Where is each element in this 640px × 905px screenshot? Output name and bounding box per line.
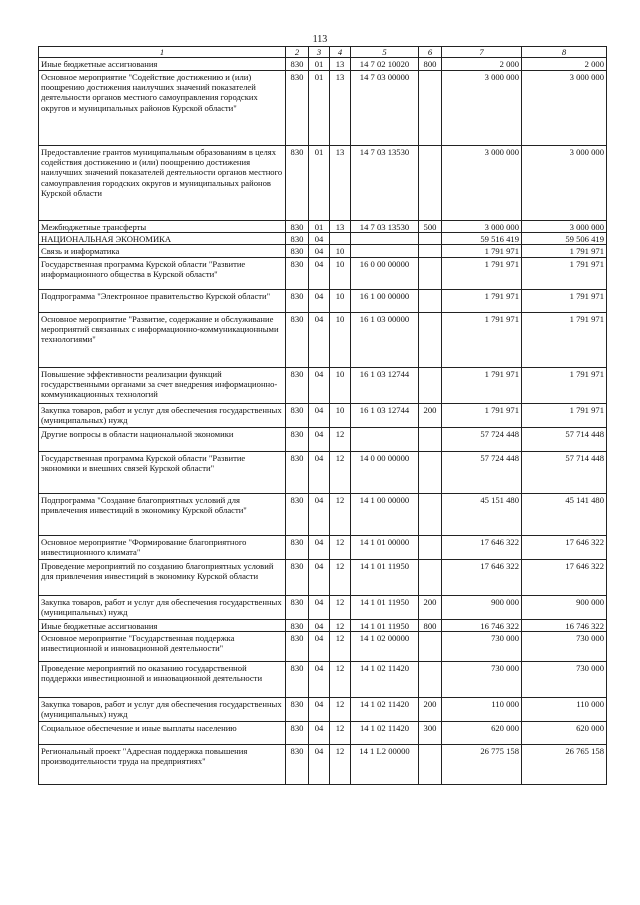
table-row: [39, 559, 607, 595]
row-c8-cell: 57 714 448: [522, 427, 607, 451]
row-c3-cell: 04: [309, 312, 330, 367]
row-c3-cell: 04: [309, 403, 330, 427]
row-c3-cell: 04: [309, 559, 330, 595]
row-c2-cell: 830: [286, 697, 309, 721]
row-c4-cell: [330, 232, 351, 244]
header-cell: 6: [419, 47, 442, 58]
row-c6-cell: [419, 70, 442, 145]
row-c5-cell: [351, 427, 419, 451]
row-c8-cell: 17 646 322: [522, 535, 607, 559]
row-c7-cell: 1 791 971: [442, 367, 522, 403]
row-c3-cell: 04: [309, 232, 330, 244]
row-c2-cell: 830: [286, 619, 309, 631]
row-c4-cell: 12: [330, 631, 351, 661]
row-c6-cell: [419, 661, 442, 697]
row-c8-cell: 1 791 971: [522, 245, 607, 257]
row-c5-cell: [351, 245, 419, 257]
table-row: [39, 661, 607, 697]
table-row: [39, 289, 607, 312]
table-row: [39, 535, 607, 559]
row-c7-cell: 59 516 419: [442, 232, 522, 244]
row-c2-cell: 830: [286, 631, 309, 661]
row-c2-cell: 830: [286, 451, 309, 493]
row-c4-cell: 12: [330, 451, 351, 493]
row-c3-cell: 04: [309, 619, 330, 631]
row-c2-cell: 830: [286, 427, 309, 451]
row-name-cell: Основное мероприятие "Формирование благоприятного инвестиционного климата": [39, 535, 286, 559]
row-c6-cell: [419, 232, 442, 244]
row-c3-cell: 04: [309, 367, 330, 403]
row-c2-cell: 830: [286, 289, 309, 312]
table-row: [39, 312, 607, 367]
header-cell: 2: [286, 47, 309, 58]
row-c7-cell: 3 000 000: [442, 145, 522, 220]
row-c3-cell: 04: [309, 595, 330, 619]
row-c5-cell: 14 7 03 13530: [351, 145, 419, 220]
row-c2-cell: 830: [286, 559, 309, 595]
row-c7-cell: 26 775 158: [442, 744, 522, 784]
row-c6-cell: 300: [419, 721, 442, 744]
table-row: [39, 58, 607, 70]
row-c6-cell: [419, 245, 442, 257]
row-name-cell: Предоставление грантов муниципальным образованиям в целях содействия достижению и (или) поощрению достижения наилучших значений показателей деятельности органов местного самоуправления городских округов и муниципальных районов Курской области: [39, 145, 286, 220]
row-name-cell: Подпрограмма "Электронное правительство Курской области": [39, 289, 286, 312]
row-c7-cell: 57 724 448: [442, 427, 522, 451]
row-c8-cell: 26 765 158: [522, 744, 607, 784]
table-row: [39, 427, 607, 451]
row-c5-cell: 14 1 02 11420: [351, 721, 419, 744]
row-c5-cell: 14 1 02 11420: [351, 697, 419, 721]
row-c7-cell: 730 000: [442, 631, 522, 661]
row-c8-cell: 16 746 322: [522, 619, 607, 631]
table-row: [39, 245, 607, 257]
row-c4-cell: 10: [330, 312, 351, 367]
row-c5-cell: 14 1 00 00000: [351, 493, 419, 535]
row-name-cell: Закупка товаров, работ и услуг для обеспечения государственных (муниципальных) нужд: [39, 595, 286, 619]
table-row: [39, 744, 607, 784]
row-c4-cell: 12: [330, 661, 351, 697]
row-c5-cell: 14 1 L2 00000: [351, 744, 419, 784]
row-c2-cell: 830: [286, 403, 309, 427]
row-name-cell: Иные бюджетные ассигнования: [39, 58, 286, 70]
row-c4-cell: 12: [330, 744, 351, 784]
row-c6-cell: [419, 312, 442, 367]
row-c5-cell: [351, 232, 419, 244]
row-c6-cell: 200: [419, 595, 442, 619]
row-c5-cell: 16 1 03 12744: [351, 403, 419, 427]
row-name-cell: Закупка товаров, работ и услуг для обеспечения государственных (муниципальных) нужд: [39, 403, 286, 427]
row-c5-cell: 14 1 01 00000: [351, 535, 419, 559]
row-c7-cell: 1 791 971: [442, 403, 522, 427]
row-c6-cell: [419, 535, 442, 559]
row-c6-cell: [419, 289, 442, 312]
table-body: [39, 58, 607, 785]
row-name-cell: Государственная программа Курской области "Развитие экономики и внешних связей Курской области": [39, 451, 286, 493]
header-cell: 1: [39, 47, 286, 58]
header-row: [39, 47, 607, 58]
row-c8-cell: 17 646 322: [522, 559, 607, 595]
row-c4-cell: 13: [330, 70, 351, 145]
row-name-cell: Основное мероприятие "Развитие, содержание и обслуживание мероприятий связанных с информационно-коммуникационными технологиями": [39, 312, 286, 367]
row-c4-cell: 13: [330, 220, 351, 232]
row-c3-cell: 01: [309, 70, 330, 145]
row-c5-cell: 14 7 02 10020: [351, 58, 419, 70]
row-c2-cell: 830: [286, 367, 309, 403]
row-c6-cell: [419, 744, 442, 784]
table-row: [39, 595, 607, 619]
row-c4-cell: 12: [330, 535, 351, 559]
row-c6-cell: 200: [419, 697, 442, 721]
row-c8-cell: 59 506 419: [522, 232, 607, 244]
row-c8-cell: 730 000: [522, 631, 607, 661]
row-c4-cell: 10: [330, 245, 351, 257]
row-c3-cell: 04: [309, 257, 330, 289]
row-name-cell: Закупка товаров, работ и услуг для обеспечения государственных (муниципальных) нужд: [39, 697, 286, 721]
row-c6-cell: [419, 559, 442, 595]
row-c5-cell: 14 7 03 13530: [351, 220, 419, 232]
header-cell: 3: [309, 47, 330, 58]
row-c6-cell: [419, 493, 442, 535]
table-row: [39, 367, 607, 403]
row-c2-cell: 830: [286, 245, 309, 257]
row-c2-cell: 830: [286, 58, 309, 70]
row-c2-cell: 830: [286, 493, 309, 535]
row-c3-cell: 04: [309, 427, 330, 451]
row-name-cell: Социальное обеспечение и иные выплаты населению: [39, 721, 286, 744]
row-c5-cell: 16 1 03 12744: [351, 367, 419, 403]
row-c5-cell: 16 0 00 00000: [351, 257, 419, 289]
header-cell: 7: [442, 47, 522, 58]
row-c6-cell: [419, 145, 442, 220]
row-c8-cell: 1 791 971: [522, 289, 607, 312]
row-c6-cell: 200: [419, 403, 442, 427]
row-c3-cell: 01: [309, 145, 330, 220]
header-cell: 5: [351, 47, 419, 58]
row-name-cell: НАЦИОНАЛЬНАЯ ЭКОНОМИКА: [39, 232, 286, 244]
row-name-cell: Региональный проект "Адресная поддержка повышения производительности труда на предприятиях": [39, 744, 286, 784]
table-row: [39, 403, 607, 427]
row-name-cell: Проведение мероприятий по созданию благоприятных условий для привлечения инвестиций в экономику Курской области: [39, 559, 286, 595]
row-c7-cell: 16 746 322: [442, 619, 522, 631]
row-c6-cell: 800: [419, 619, 442, 631]
row-c5-cell: 16 1 00 00000: [351, 289, 419, 312]
row-name-cell: Повышение эффективности реализации функций государственными органами за счет внедрения информационно-коммуникационных технологий: [39, 367, 286, 403]
row-c8-cell: 45 141 480: [522, 493, 607, 535]
table-row: [39, 70, 607, 145]
row-name-cell: Другие вопросы в области национальной экономики: [39, 427, 286, 451]
row-c8-cell: 1 791 971: [522, 312, 607, 367]
table-row: [39, 493, 607, 535]
row-c5-cell: 14 7 03 00000: [351, 70, 419, 145]
row-name-cell: Проведение мероприятий по оказанию государственной поддержки инвестиционной и инновационной деятельности: [39, 661, 286, 697]
row-c8-cell: 3 000 000: [522, 70, 607, 145]
row-c4-cell: 12: [330, 559, 351, 595]
row-c7-cell: 57 724 448: [442, 451, 522, 493]
row-c7-cell: 1 791 971: [442, 312, 522, 367]
row-c5-cell: 14 1 02 00000: [351, 631, 419, 661]
row-c8-cell: 1 791 971: [522, 367, 607, 403]
row-c7-cell: 620 000: [442, 721, 522, 744]
row-c6-cell: [419, 367, 442, 403]
row-c4-cell: 13: [330, 58, 351, 70]
row-c7-cell: 3 000 000: [442, 70, 522, 145]
row-c3-cell: 01: [309, 220, 330, 232]
row-c3-cell: 04: [309, 744, 330, 784]
row-c2-cell: 830: [286, 312, 309, 367]
row-name-cell: Связь и информатика: [39, 245, 286, 257]
row-name-cell: Основное мероприятие "Государственная поддержка инвестиционной и инновационной деятельности": [39, 631, 286, 661]
row-name-cell: Межбюджетные трансферты: [39, 220, 286, 232]
row-c6-cell: [419, 427, 442, 451]
header-cell: 8: [522, 47, 607, 58]
table-row: [39, 220, 607, 232]
row-c8-cell: 1 791 971: [522, 257, 607, 289]
row-c3-cell: 04: [309, 697, 330, 721]
row-c2-cell: 830: [286, 721, 309, 744]
row-c5-cell: 16 1 03 00000: [351, 312, 419, 367]
row-c4-cell: 12: [330, 493, 351, 535]
row-c7-cell: 2 000: [442, 58, 522, 70]
row-c4-cell: 12: [330, 595, 351, 619]
row-name-cell: Иные бюджетные ассигнования: [39, 619, 286, 631]
row-c2-cell: 830: [286, 220, 309, 232]
row-c2-cell: 830: [286, 661, 309, 697]
row-c3-cell: 04: [309, 493, 330, 535]
budget-table: [38, 46, 607, 785]
table-row: [39, 232, 607, 244]
row-c7-cell: 45 151 480: [442, 493, 522, 535]
row-c8-cell: 730 000: [522, 661, 607, 697]
row-c2-cell: 830: [286, 232, 309, 244]
row-c7-cell: 17 646 322: [442, 559, 522, 595]
row-c4-cell: 12: [330, 619, 351, 631]
row-c2-cell: 830: [286, 145, 309, 220]
row-name-cell: Основное мероприятие "Содействие достижению и (или) поощрению достижения наилучших значений показателей деятельности органов местного самоуправления городских округов и муниципальных районов Курской области": [39, 70, 286, 145]
row-c7-cell: 730 000: [442, 661, 522, 697]
table-row: [39, 721, 607, 744]
row-c3-cell: 04: [309, 451, 330, 493]
row-c4-cell: 10: [330, 289, 351, 312]
row-c8-cell: 3 000 000: [522, 220, 607, 232]
row-c4-cell: 10: [330, 257, 351, 289]
table-row: [39, 145, 607, 220]
row-c4-cell: 13: [330, 145, 351, 220]
row-c5-cell: 14 1 01 11950: [351, 559, 419, 595]
row-c7-cell: 1 791 971: [442, 245, 522, 257]
row-c6-cell: [419, 451, 442, 493]
row-c2-cell: 830: [286, 535, 309, 559]
row-c8-cell: 620 000: [522, 721, 607, 744]
row-c8-cell: 900 000: [522, 595, 607, 619]
row-c2-cell: 830: [286, 70, 309, 145]
row-c5-cell: 14 1 01 11950: [351, 595, 419, 619]
table-row: [39, 257, 607, 289]
row-c7-cell: 110 000: [442, 697, 522, 721]
table-row: [39, 631, 607, 661]
row-c6-cell: 500: [419, 220, 442, 232]
row-c8-cell: 3 000 000: [522, 145, 607, 220]
row-c5-cell: 14 0 00 00000: [351, 451, 419, 493]
row-c3-cell: 04: [309, 661, 330, 697]
row-c3-cell: 04: [309, 245, 330, 257]
row-name-cell: Государственная программа Курской области "Развитие информационного общества в Курской области": [39, 257, 286, 289]
row-c4-cell: 12: [330, 697, 351, 721]
row-c4-cell: 10: [330, 403, 351, 427]
row-c8-cell: 57 714 448: [522, 451, 607, 493]
row-c8-cell: 1 791 971: [522, 403, 607, 427]
page-number: 113: [312, 34, 328, 45]
table-row: [39, 451, 607, 493]
row-c7-cell: 17 646 322: [442, 535, 522, 559]
row-c4-cell: 12: [330, 427, 351, 451]
row-c2-cell: 830: [286, 595, 309, 619]
row-c3-cell: 04: [309, 289, 330, 312]
table-row: [39, 697, 607, 721]
row-c7-cell: 1 791 971: [442, 257, 522, 289]
row-c4-cell: 10: [330, 367, 351, 403]
header-cell: 4: [330, 47, 351, 58]
row-c7-cell: 1 791 971: [442, 289, 522, 312]
row-c7-cell: 3 000 000: [442, 220, 522, 232]
row-c6-cell: [419, 631, 442, 661]
row-c8-cell: 110 000: [522, 697, 607, 721]
row-c7-cell: 900 000: [442, 595, 522, 619]
table-row: [39, 619, 607, 631]
row-c2-cell: 830: [286, 257, 309, 289]
row-c6-cell: [419, 257, 442, 289]
row-c5-cell: 14 1 02 11420: [351, 661, 419, 697]
row-c2-cell: 830: [286, 744, 309, 784]
row-c5-cell: 14 1 01 11950: [351, 619, 419, 631]
row-c3-cell: 04: [309, 721, 330, 744]
row-c6-cell: 800: [419, 58, 442, 70]
row-name-cell: Подпрограмма "Создание благоприятных условий для привлечения инвестиций в экономику Курской области": [39, 493, 286, 535]
row-c3-cell: 01: [309, 58, 330, 70]
row-c8-cell: 2 000: [522, 58, 607, 70]
row-c4-cell: 12: [330, 721, 351, 744]
row-c3-cell: 04: [309, 535, 330, 559]
row-c3-cell: 04: [309, 631, 330, 661]
